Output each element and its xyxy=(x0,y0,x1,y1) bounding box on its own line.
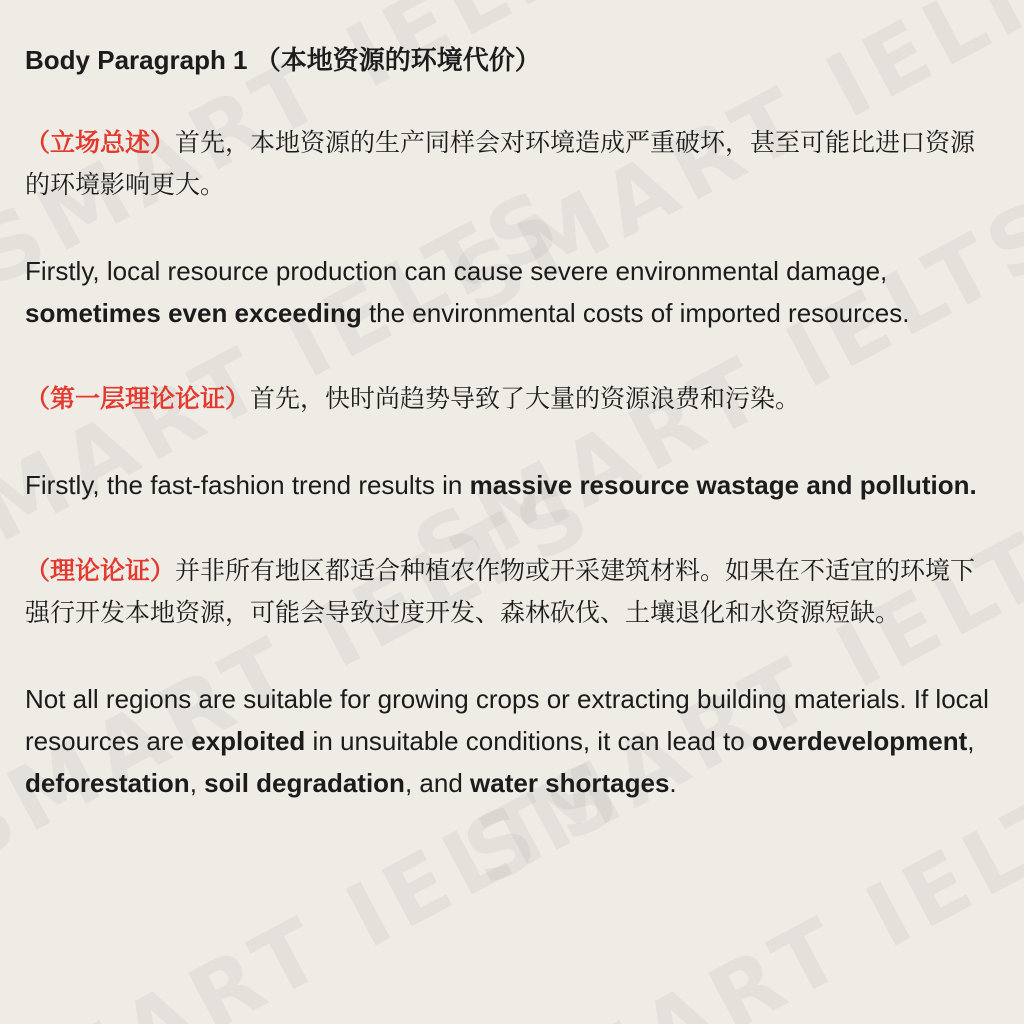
section-1-zh xyxy=(25,122,1000,206)
section-2-zh-text: 首先，快时尚趋势导致了大量的资源浪费和污染。 xyxy=(250,384,801,414)
section-1-zh-text: 首先，本地资源的生产同样会对环境造成严重破坏，甚至可能比进口资源的环境影响更大。 xyxy=(25,128,976,200)
section-1-en xyxy=(25,250,1000,334)
section-2-tag: （第一层理论论证） xyxy=(25,384,251,414)
bold-phrase: deforestation xyxy=(25,768,190,799)
text-run: , xyxy=(189,768,205,799)
text-run: the environmental costs of imported resources. xyxy=(361,298,910,329)
bold-phrase: exploited xyxy=(191,726,306,757)
section-1-tag: （立场总述） xyxy=(25,128,176,158)
bold-phrase: overdevelopment xyxy=(751,726,968,757)
section-3-en xyxy=(25,678,1000,804)
section-2-en xyxy=(25,464,1000,506)
page-title: Body Paragraph 1 （本地资源的环境代价） xyxy=(25,45,541,75)
bold-phrase: sometimes even exceeding xyxy=(25,298,362,329)
section-3-tag: （理论论证） xyxy=(25,556,176,586)
text-run: , xyxy=(967,726,975,757)
text-run: Not all regions are suitable for growing crops or extracting building materials. If local resources are xyxy=(25,684,989,757)
section-3-zh xyxy=(25,550,1000,634)
text-run: Firstly, local resource production can cause severe environmental damage, xyxy=(25,256,888,287)
text-run: , and xyxy=(404,768,471,799)
bold-phrase: massive resource wastage and pollution. xyxy=(469,470,977,501)
document-body xyxy=(25,42,1000,804)
text-run: . xyxy=(669,768,677,799)
bold-phrase: soil degradation xyxy=(204,768,405,799)
section-2-zh xyxy=(25,378,1000,420)
bold-phrase: water shortages xyxy=(470,768,670,799)
section-3-zh-text: 并非所有地区都适合种植农作物或开采建筑材料。如果在不适宜的环境下强行开发本地资源，可能会导致过度开发、森林砍伐、土壤退化和水资源短缺。 xyxy=(25,556,976,628)
text-run: in unsuitable conditions, it can lead to xyxy=(305,726,752,757)
text-run: Firstly, the fast-fashion trend results in xyxy=(25,470,470,501)
